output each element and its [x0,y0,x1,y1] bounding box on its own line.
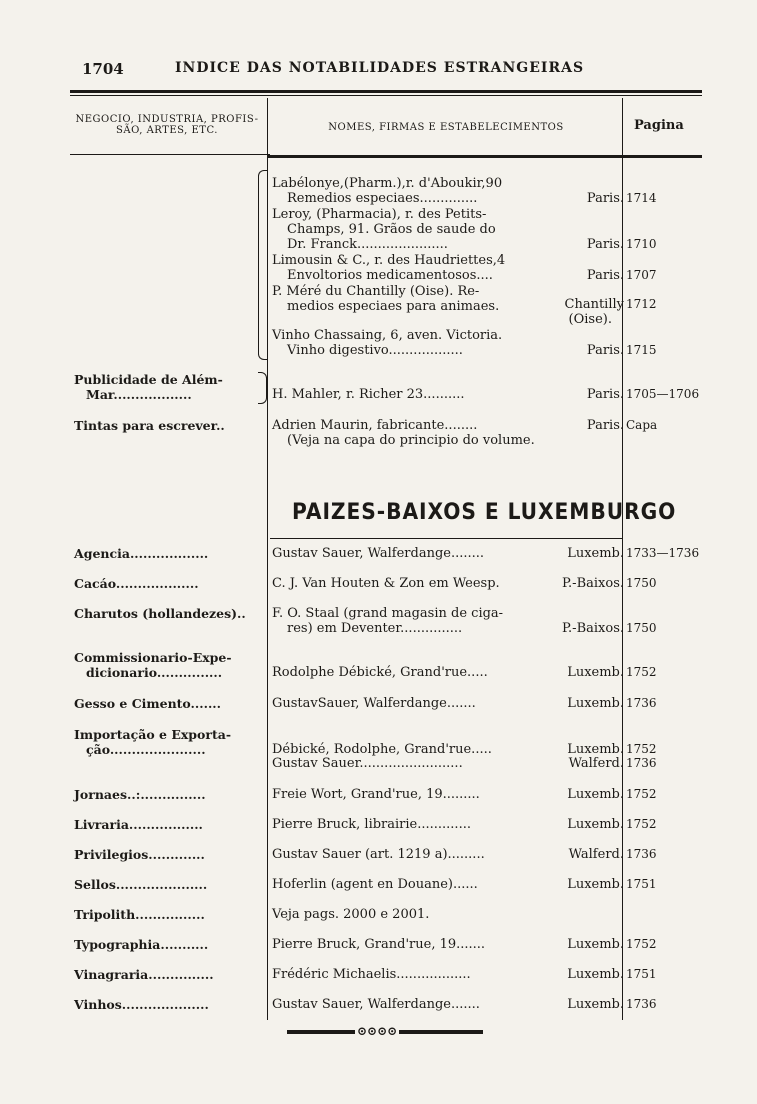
page-title: INDICE DAS NOTABILIDADES ESTRANGEIRAS [175,60,585,76]
page-ref: 1751 [626,967,657,981]
category-label: Charutos (hollandezes).. [74,606,246,621]
entry-labelonye [272,176,502,206]
entry-line: Vinho Chassaing, 6, aven. Victoria. [272,328,503,343]
city: Luxemb. [567,787,624,802]
entry-mahler: H. Mahler, r. Richer 23.......... [272,387,465,402]
entry-text: Veja pags. 2000 e 2001. [272,907,430,922]
column-head-rule-left [70,154,270,155]
entry-line: P. Méré du Chantilly (Oise). Re- [272,284,480,299]
entry-text: Rodolphe Débické, Grand'rue..... [272,665,488,680]
page-ref: 1736 [626,696,657,710]
city: Luxemb. [567,742,624,757]
entry-text: Pierre Bruck, librairie............. [272,817,471,832]
entry-text: Gustav Sauer (art. 1219 a)......... [272,847,485,862]
category-label-line2: dicionario............... [86,665,223,680]
category-label: Agencia.................. [74,546,209,561]
category-publicidade [74,372,223,402]
city: Luxemb. [567,877,624,892]
city: Paris. [586,343,624,358]
column-head-category-line2: SÃO, ARTES, ETC. [116,125,218,136]
city: Paris. [586,237,624,252]
page-ref: 1715 [626,343,657,357]
column-head-page: Pagina [634,118,684,133]
page-ref: 1750 [626,576,657,590]
entry-maurin-note: (Veja na capa do principio do volume. [287,433,535,448]
page-ref: 1714 [626,191,657,205]
tail-ornament: ⊙⊙⊙⊙ [357,1024,398,1038]
entry-limousin [272,253,505,283]
city: Luxemb. [567,997,624,1012]
page-ref: 1752 [626,742,657,756]
column-head-names: NOMES, FIRMAS E ESTABELECIMENTOS [328,122,564,133]
category-label: Commissionario-Expe- [74,650,232,665]
entry-line: Dr. Franck...................... [287,237,448,252]
entries-brace [258,170,267,360]
page-ref: 1710 [626,237,657,251]
city: Luxemb. [567,665,624,680]
entry-chassaing [272,328,502,358]
section-rule [270,538,622,539]
category-label: Typographia........... [74,937,209,952]
category-label: Cacáo................... [74,576,199,591]
entry-text: Frédéric Michaelis.................. [272,967,471,982]
category-label: Tripolith................ [74,907,205,922]
category-label: Vinagraria............... [74,967,214,982]
category-label: Privilegios............. [74,847,205,862]
category-line: Mar.................. [86,387,192,402]
category-label: Livraria................. [74,817,203,832]
entry-text: Pierre Bruck, Grand'rue, 19....... [272,937,486,952]
page-ref: 1707 [626,268,657,282]
page-ref-line2: 1736 [626,756,657,770]
category-tintas: Tintas para escrever.. [74,418,225,433]
entry-text: Freie Wort, Grand'rue, 19......... [272,787,480,802]
category-line: Publicidade de Além- [74,372,223,387]
entry-maurin: Adrien Maurin, fabricante........ [272,418,478,433]
city: Paris. [586,418,624,433]
entry-line: Vinho digestivo.................. [287,343,463,358]
entry-line: Limousin & C., r. des Haudriettes,4 [272,253,506,268]
entry-text: Débické, Rodolphe, Grand'rue..... [272,742,492,757]
entry-mere [272,284,499,314]
column-head-category [66,114,268,136]
city: Luxemb. [567,967,624,982]
city: P.-Baixos. [561,576,624,591]
page-ref: 1751 [626,877,657,891]
category-label: Sellos..................... [74,877,208,892]
page-ref: 1752 [626,787,657,801]
entry-line: Remedios especiaes.............. [287,191,478,206]
page-ref: 1752 [626,817,657,831]
category-label: Vinhos.................... [74,997,209,1012]
page-ref: 1752 [626,937,657,951]
city: Paris. [586,268,624,283]
page-ref: 1752 [626,665,657,679]
entry-text: Gustav Sauer, Walferdange....... [272,997,480,1012]
page-ref: 1705—1706 [626,387,700,401]
city: Chantilly [564,297,624,312]
entry-text: Gustav Sauer, Walferdange........ [272,546,485,561]
city: Luxemb. [567,546,624,561]
publicidade-brace [258,372,267,404]
entry-text: F. O. Staal (grand magasin de ciga- [272,606,504,621]
page-ref: 1733—1736 [626,546,700,560]
city: Paris. [586,191,624,206]
city: Luxemb. [567,696,624,711]
category-label: Gesso e Cimento....... [74,696,222,711]
entry-text: Hoferlin (agent en Douane)...... [272,877,478,892]
category-label: Jornaes..:............... [74,787,206,802]
entry-line: Champs, 91. Grãos de saude do [287,222,496,237]
section-title: PAIZES-BAIXOS E LUXEMBURGO [292,500,677,525]
page-number: 1704 [82,60,124,78]
entry-text: C. J. Van Houten & Zon em Weesp. [272,576,500,591]
city: Paris. [586,387,624,402]
category-label: Importação e Exporta- [74,727,232,742]
entry-line: medios especiaes para animaes. [287,299,500,314]
city-line2: Walferd. [568,756,624,771]
entry-text-line2: res) em Deventer............... [287,621,463,636]
header-rule-top [70,90,702,93]
entry-text: GustavSauer, Walferdange....... [272,696,476,711]
entry-leroy [272,207,496,252]
header-rule-thin [70,95,702,96]
city-line2: (Oise). [568,312,612,327]
entry-line: Labélonye,(Pharm.),r. d'Aboukir,90 [272,176,503,191]
page-ref: 1712 [626,297,657,311]
entry-line: Leroy, (Pharmacia), r. des Petits- [272,207,487,222]
page-ref: 1736 [626,997,657,1011]
city: P.-Baixos. [561,621,624,636]
city: Luxemb. [567,817,624,832]
city: Luxemb. [567,937,624,952]
category-label-line2: ção...................... [86,742,206,757]
city: Walferd. [568,847,624,862]
column-head-category-line1: NEGOCIO, INDUSTRIA, PROFIS- [75,114,259,125]
column-divider-category [267,98,268,1020]
entry-text-line2: Gustav Sauer......................... [272,756,463,771]
column-head-rule [268,155,702,158]
entry-line: Envoltorios medicamentosos.... [287,268,493,283]
page-ref: 1736 [626,847,657,861]
page-ref: Capa [626,418,658,432]
page-ref: 1750 [626,621,657,635]
